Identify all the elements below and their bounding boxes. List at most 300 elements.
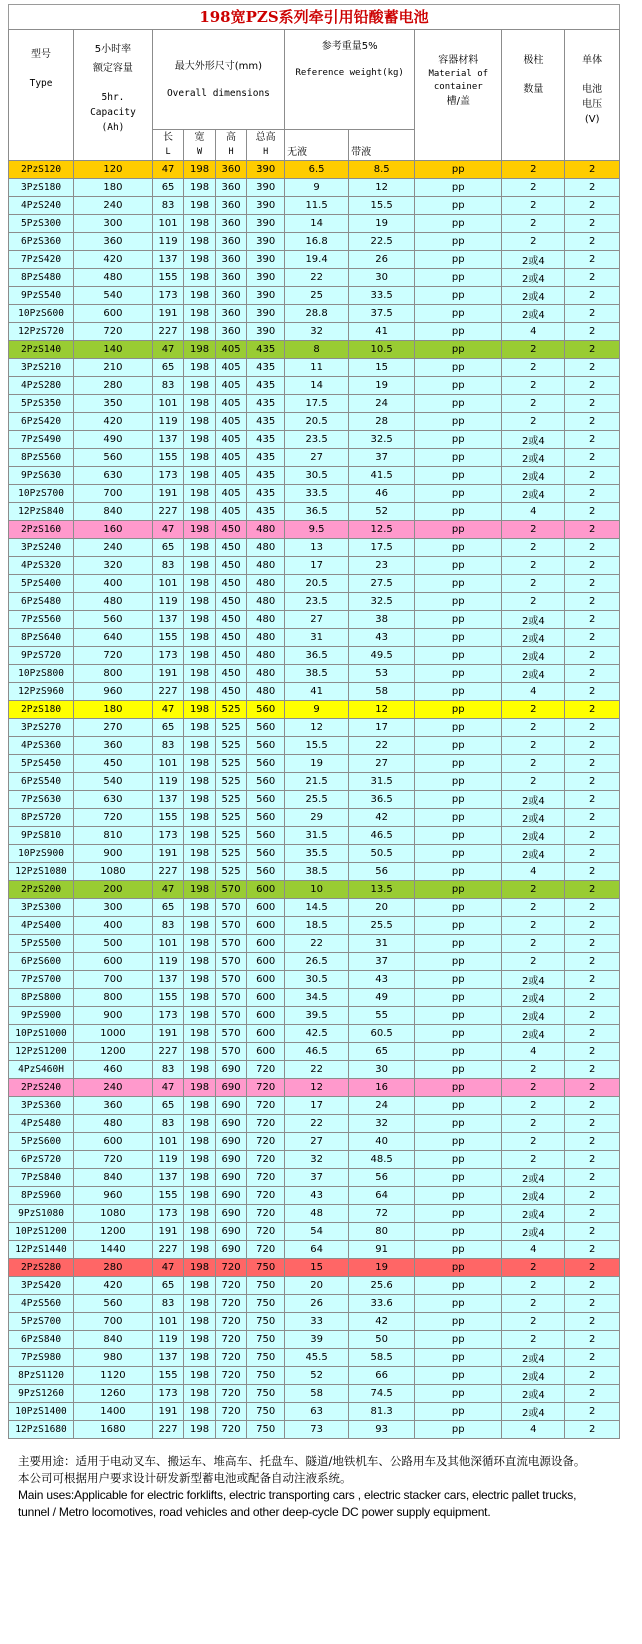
cell-total-height: 390: [247, 251, 285, 269]
table-row: [9, 701, 620, 719]
cell-voltage: 2: [565, 485, 620, 503]
cell-capacity: 640: [74, 629, 153, 647]
cell-type: 7PzS980: [9, 1349, 74, 1367]
cell-capacity: 480: [74, 269, 153, 287]
cell-type: 3PzS270: [9, 719, 74, 737]
cell-length: 47: [152, 1079, 183, 1097]
cell-material: pp: [415, 539, 502, 557]
cell-weight-dry: 14.5: [285, 899, 349, 917]
header-material-en: Material of container: [428, 69, 489, 92]
cell-weight-dry: 22: [285, 269, 349, 287]
cell-width: 198: [184, 827, 215, 845]
cell-width: 198: [184, 1385, 215, 1403]
cell-width: 198: [184, 1097, 215, 1115]
table-row: [9, 323, 620, 341]
cell-capacity: 540: [74, 287, 153, 305]
cell-length: 101: [152, 755, 183, 773]
cell-height: 405: [215, 359, 246, 377]
cell-capacity: 270: [74, 719, 153, 737]
cell-height: 405: [215, 485, 246, 503]
cell-material: pp: [415, 863, 502, 881]
cell-weight-dry: 23.5: [285, 431, 349, 449]
cell-poles: 2: [502, 359, 565, 377]
cell-type: 7PzS560: [9, 611, 74, 629]
cell-type: 10PzS700: [9, 485, 74, 503]
cell-total-height: 480: [247, 557, 285, 575]
cell-type: 5PzS500: [9, 935, 74, 953]
cell-width: 198: [184, 1079, 215, 1097]
header-capacity-cn1: 5小时率: [94, 43, 132, 55]
cell-total-height: 480: [247, 611, 285, 629]
cell-type: 10PzS1400: [9, 1403, 74, 1421]
cell-type: 2PzS240: [9, 1079, 74, 1097]
cell-weight-dry: 38.5: [285, 665, 349, 683]
cell-capacity: 560: [74, 449, 153, 467]
cell-voltage: 2: [565, 197, 620, 215]
cell-capacity: 320: [74, 557, 153, 575]
header-dimensions: [152, 30, 284, 130]
cell-poles: 2或4: [502, 971, 565, 989]
cell-height: 720: [215, 1313, 246, 1331]
cell-weight-wet: 50: [349, 1331, 415, 1349]
cell-length: 173: [152, 287, 183, 305]
table-row: [9, 827, 620, 845]
cell-weight-dry: 20: [285, 1277, 349, 1295]
cell-type: 2PzS180: [9, 701, 74, 719]
table-row: [9, 1259, 620, 1277]
cell-voltage: 2: [565, 215, 620, 233]
cell-voltage: 2: [565, 575, 620, 593]
header-type: [9, 30, 74, 161]
cell-material: pp: [415, 791, 502, 809]
cell-height: 570: [215, 989, 246, 1007]
cell-voltage: 2: [565, 1403, 620, 1421]
cell-weight-dry: 63: [285, 1403, 349, 1421]
cell-height: 450: [215, 593, 246, 611]
cell-height: 690: [215, 1133, 246, 1151]
cell-poles: 4: [502, 683, 565, 701]
table-row: [9, 971, 620, 989]
header-length-cn: 长: [163, 132, 174, 143]
cell-material: pp: [415, 737, 502, 755]
cell-length: 101: [152, 215, 183, 233]
cell-width: 198: [184, 161, 215, 179]
cell-capacity: 960: [74, 683, 153, 701]
table-row: [9, 629, 620, 647]
table-header: [9, 30, 620, 161]
cell-weight-wet: 32: [349, 1115, 415, 1133]
cell-material: pp: [415, 809, 502, 827]
header-width: [184, 130, 215, 161]
cell-weight-dry: 11: [285, 359, 349, 377]
cell-weight-wet: 40: [349, 1133, 415, 1151]
cell-poles: 4: [502, 323, 565, 341]
cell-width: 198: [184, 1349, 215, 1367]
cell-poles: 2或4: [502, 989, 565, 1007]
table-body: [9, 161, 620, 1439]
cell-poles: 4: [502, 1043, 565, 1061]
cell-type: 6PzS480: [9, 593, 74, 611]
cell-total-height: 750: [247, 1277, 285, 1295]
cell-width: 198: [184, 539, 215, 557]
cell-length: 191: [152, 665, 183, 683]
cell-material: pp: [415, 1151, 502, 1169]
header-weight: [285, 30, 415, 130]
cell-length: 65: [152, 539, 183, 557]
cell-length: 191: [152, 845, 183, 863]
cell-weight-wet: 41: [349, 323, 415, 341]
cell-width: 198: [184, 791, 215, 809]
cell-total-height: 560: [247, 791, 285, 809]
cell-total-height: 720: [247, 1241, 285, 1259]
cell-weight-wet: 46.5: [349, 827, 415, 845]
cell-capacity: 630: [74, 467, 153, 485]
cell-total-height: 560: [247, 827, 285, 845]
cell-capacity: 810: [74, 827, 153, 845]
table-row: [9, 1223, 620, 1241]
table-row: [9, 197, 620, 215]
header-length: [152, 130, 183, 161]
cell-voltage: 2: [565, 935, 620, 953]
cell-type: 8PzS800: [9, 989, 74, 1007]
cell-material: pp: [415, 233, 502, 251]
cell-height: 570: [215, 935, 246, 953]
cell-weight-wet: 30: [349, 1061, 415, 1079]
cell-material: pp: [415, 1079, 502, 1097]
cell-capacity: 980: [74, 1349, 153, 1367]
cell-weight-dry: 41: [285, 683, 349, 701]
cell-total-height: 750: [247, 1295, 285, 1313]
cell-weight-dry: 20.5: [285, 413, 349, 431]
cell-weight-dry: 22: [285, 1061, 349, 1079]
cell-height: 525: [215, 863, 246, 881]
cell-material: pp: [415, 521, 502, 539]
cell-capacity: 480: [74, 593, 153, 611]
cell-total-height: 750: [247, 1331, 285, 1349]
cell-width: 198: [184, 1259, 215, 1277]
cell-poles: 2: [502, 233, 565, 251]
header-dimensions-en: Overall dimensions: [166, 87, 270, 99]
cell-width: 198: [184, 665, 215, 683]
cell-material: pp: [415, 1205, 502, 1223]
cell-weight-wet: 80: [349, 1223, 415, 1241]
cell-capacity: 420: [74, 1277, 153, 1295]
cell-width: 198: [184, 629, 215, 647]
cell-type: 12PzS720: [9, 323, 74, 341]
cell-poles: 2或4: [502, 1385, 565, 1403]
cell-voltage: 2: [565, 881, 620, 899]
cell-weight-wet: 8.5: [349, 161, 415, 179]
cell-type: 2PzS120: [9, 161, 74, 179]
header-poles: [502, 30, 565, 161]
cell-length: 83: [152, 197, 183, 215]
cell-weight-dry: 34.5: [285, 989, 349, 1007]
cell-height: 360: [215, 233, 246, 251]
cell-type: 7PzS630: [9, 791, 74, 809]
cell-type: 4PzS240: [9, 197, 74, 215]
cell-total-height: 480: [247, 593, 285, 611]
cell-type: 12PzS840: [9, 503, 74, 521]
cell-total-height: 480: [247, 647, 285, 665]
cell-height: 525: [215, 809, 246, 827]
cell-length: 155: [152, 449, 183, 467]
cell-type: 3PzS180: [9, 179, 74, 197]
cell-weight-wet: 19: [349, 1259, 415, 1277]
header-poles-cn2: 数量: [523, 84, 544, 95]
cell-type: 2PzS280: [9, 1259, 74, 1277]
cell-weight-dry: 27: [285, 1133, 349, 1151]
cell-height: 690: [215, 1061, 246, 1079]
cell-weight-wet: 49.5: [349, 647, 415, 665]
cell-height: 570: [215, 971, 246, 989]
cell-width: 198: [184, 647, 215, 665]
cell-poles: 4: [502, 503, 565, 521]
cell-material: pp: [415, 269, 502, 287]
cell-weight-wet: 53: [349, 665, 415, 683]
cell-voltage: 2: [565, 341, 620, 359]
cell-capacity: 120: [74, 161, 153, 179]
table-row: [9, 449, 620, 467]
header-capacity-unit: (Ah): [101, 121, 125, 133]
cell-type: 10PzS1000: [9, 1025, 74, 1043]
cell-length: 137: [152, 791, 183, 809]
cell-material: pp: [415, 1025, 502, 1043]
cell-height: 405: [215, 341, 246, 359]
cell-height: 405: [215, 431, 246, 449]
cell-weight-wet: 10.5: [349, 341, 415, 359]
cell-total-height: 600: [247, 1007, 285, 1025]
cell-width: 198: [184, 1115, 215, 1133]
cell-material: pp: [415, 431, 502, 449]
cell-type: 5PzS300: [9, 215, 74, 233]
table-row: [9, 467, 620, 485]
cell-voltage: 2: [565, 431, 620, 449]
cell-poles: 2或4: [502, 791, 565, 809]
cell-weight-dry: 20.5: [285, 575, 349, 593]
cell-material: pp: [415, 917, 502, 935]
table-row: [9, 1295, 620, 1313]
cell-type: 5PzS350: [9, 395, 74, 413]
cell-material: pp: [415, 629, 502, 647]
table-row: [9, 809, 620, 827]
cell-voltage: 2: [565, 1295, 620, 1313]
table-row: [9, 899, 620, 917]
cell-weight-dry: 31: [285, 629, 349, 647]
cell-poles: 2或4: [502, 827, 565, 845]
cell-height: 405: [215, 503, 246, 521]
cell-voltage: 2: [565, 377, 620, 395]
cell-weight-wet: 20: [349, 899, 415, 917]
cell-poles: 2: [502, 1331, 565, 1349]
cell-poles: 2或4: [502, 431, 565, 449]
cell-length: 227: [152, 1421, 183, 1439]
cell-length: 47: [152, 161, 183, 179]
cell-total-height: 720: [247, 1187, 285, 1205]
cell-material: pp: [415, 1043, 502, 1061]
cell-capacity: 900: [74, 845, 153, 863]
cell-total-height: 720: [247, 1133, 285, 1151]
cell-material: pp: [415, 251, 502, 269]
cell-total-height: 480: [247, 629, 285, 647]
cell-length: 47: [152, 881, 183, 899]
header-wet: 带液: [349, 130, 415, 161]
cell-weight-wet: 19: [349, 215, 415, 233]
cell-material: pp: [415, 1295, 502, 1313]
cell-length: 83: [152, 557, 183, 575]
header-capacity-en1: 5hr.: [101, 91, 125, 103]
table-row: [9, 1043, 620, 1061]
cell-type: 3PzS240: [9, 539, 74, 557]
cell-type: 6PzS420: [9, 413, 74, 431]
table-row: [9, 1421, 620, 1439]
cell-capacity: 1400: [74, 1403, 153, 1421]
cell-total-height: 390: [247, 305, 285, 323]
cell-width: 198: [184, 287, 215, 305]
cell-type: 7PzS700: [9, 971, 74, 989]
cell-weight-dry: 32: [285, 323, 349, 341]
cell-voltage: 2: [565, 557, 620, 575]
cell-height: 525: [215, 755, 246, 773]
cell-width: 198: [184, 233, 215, 251]
cell-weight-dry: 73: [285, 1421, 349, 1439]
cell-capacity: 560: [74, 1295, 153, 1313]
cell-weight-wet: 32.5: [349, 593, 415, 611]
cell-length: 227: [152, 1241, 183, 1259]
cell-weight-dry: 17: [285, 557, 349, 575]
cell-height: 690: [215, 1151, 246, 1169]
cell-height: 570: [215, 899, 246, 917]
cell-width: 198: [184, 1043, 215, 1061]
cell-total-height: 720: [247, 1205, 285, 1223]
table-row: [9, 359, 620, 377]
cell-length: 173: [152, 647, 183, 665]
header-material-cn2: 槽/盖: [446, 96, 470, 107]
cell-width: 198: [184, 737, 215, 755]
cell-height: 690: [215, 1187, 246, 1205]
table-row: [9, 1331, 620, 1349]
cell-width: 198: [184, 683, 215, 701]
header-voltage-cn3: 电压: [582, 99, 603, 110]
cell-material: pp: [415, 467, 502, 485]
cell-length: 119: [152, 1151, 183, 1169]
cell-weight-wet: 27.5: [349, 575, 415, 593]
cell-poles: 2: [502, 215, 565, 233]
cell-type: 9PzS1080: [9, 1205, 74, 1223]
cell-height: 450: [215, 539, 246, 557]
table-row: [9, 305, 620, 323]
table-row: [9, 1241, 620, 1259]
cell-total-height: 435: [247, 449, 285, 467]
header-dry: 无液: [285, 130, 349, 161]
table-row: [9, 773, 620, 791]
cell-capacity: 240: [74, 1079, 153, 1097]
cell-capacity: 300: [74, 899, 153, 917]
cell-width: 198: [184, 1061, 215, 1079]
cell-voltage: 2: [565, 773, 620, 791]
cell-weight-dry: 21.5: [285, 773, 349, 791]
cell-capacity: 560: [74, 611, 153, 629]
cell-height: 720: [215, 1385, 246, 1403]
cell-material: pp: [415, 827, 502, 845]
cell-weight-wet: 16: [349, 1079, 415, 1097]
cell-width: 198: [184, 485, 215, 503]
usage-notes: [8, 1453, 620, 1521]
cell-length: 83: [152, 737, 183, 755]
cell-capacity: 540: [74, 773, 153, 791]
cell-poles: 2或4: [502, 809, 565, 827]
cell-poles: 2或4: [502, 665, 565, 683]
cell-height: 690: [215, 1169, 246, 1187]
cell-voltage: 2: [565, 1133, 620, 1151]
cell-weight-wet: 26: [349, 251, 415, 269]
table-row: [9, 881, 620, 899]
usage-note-cn2: 本公司可根据用户要求设计研发新型蓄电池或配备自动注液系统。: [18, 1471, 352, 1485]
cell-total-height: 480: [247, 683, 285, 701]
cell-material: pp: [415, 755, 502, 773]
cell-length: 47: [152, 701, 183, 719]
cell-poles: 2: [502, 899, 565, 917]
cell-length: 191: [152, 1403, 183, 1421]
cell-weight-wet: 36.5: [349, 791, 415, 809]
cell-width: 198: [184, 881, 215, 899]
cell-poles: 2: [502, 593, 565, 611]
cell-material: pp: [415, 413, 502, 431]
cell-type: 12PzS1080: [9, 863, 74, 881]
cell-material: pp: [415, 341, 502, 359]
table-row: [9, 719, 620, 737]
cell-weight-dry: 12: [285, 719, 349, 737]
cell-voltage: 2: [565, 665, 620, 683]
cell-type: 9PzS720: [9, 647, 74, 665]
table-row: [9, 1133, 620, 1151]
cell-voltage: 2: [565, 719, 620, 737]
cell-length: 137: [152, 611, 183, 629]
cell-poles: 2: [502, 197, 565, 215]
cell-length: 47: [152, 521, 183, 539]
cell-weight-wet: 13.5: [349, 881, 415, 899]
cell-total-height: 560: [247, 755, 285, 773]
cell-type: 10PzS600: [9, 305, 74, 323]
cell-height: 360: [215, 251, 246, 269]
cell-material: pp: [415, 773, 502, 791]
cell-poles: 2: [502, 1115, 565, 1133]
cell-poles: 2: [502, 953, 565, 971]
cell-length: 227: [152, 1043, 183, 1061]
cell-width: 198: [184, 197, 215, 215]
cell-height: 690: [215, 1097, 246, 1115]
cell-poles: 4: [502, 1241, 565, 1259]
cell-height: 525: [215, 827, 246, 845]
cell-weight-wet: 72: [349, 1205, 415, 1223]
cell-width: 198: [184, 773, 215, 791]
cell-voltage: 2: [565, 701, 620, 719]
cell-height: 360: [215, 197, 246, 215]
cell-total-height: 390: [247, 215, 285, 233]
cell-total-height: 560: [247, 737, 285, 755]
cell-height: 525: [215, 701, 246, 719]
cell-length: 173: [152, 467, 183, 485]
cell-length: 101: [152, 575, 183, 593]
cell-height: 450: [215, 611, 246, 629]
cell-poles: 2或4: [502, 1205, 565, 1223]
cell-type: 7PzS490: [9, 431, 74, 449]
cell-voltage: 2: [565, 611, 620, 629]
cell-height: 405: [215, 395, 246, 413]
cell-length: 191: [152, 1223, 183, 1241]
cell-height: 525: [215, 719, 246, 737]
cell-material: pp: [415, 575, 502, 593]
cell-width: 198: [184, 431, 215, 449]
